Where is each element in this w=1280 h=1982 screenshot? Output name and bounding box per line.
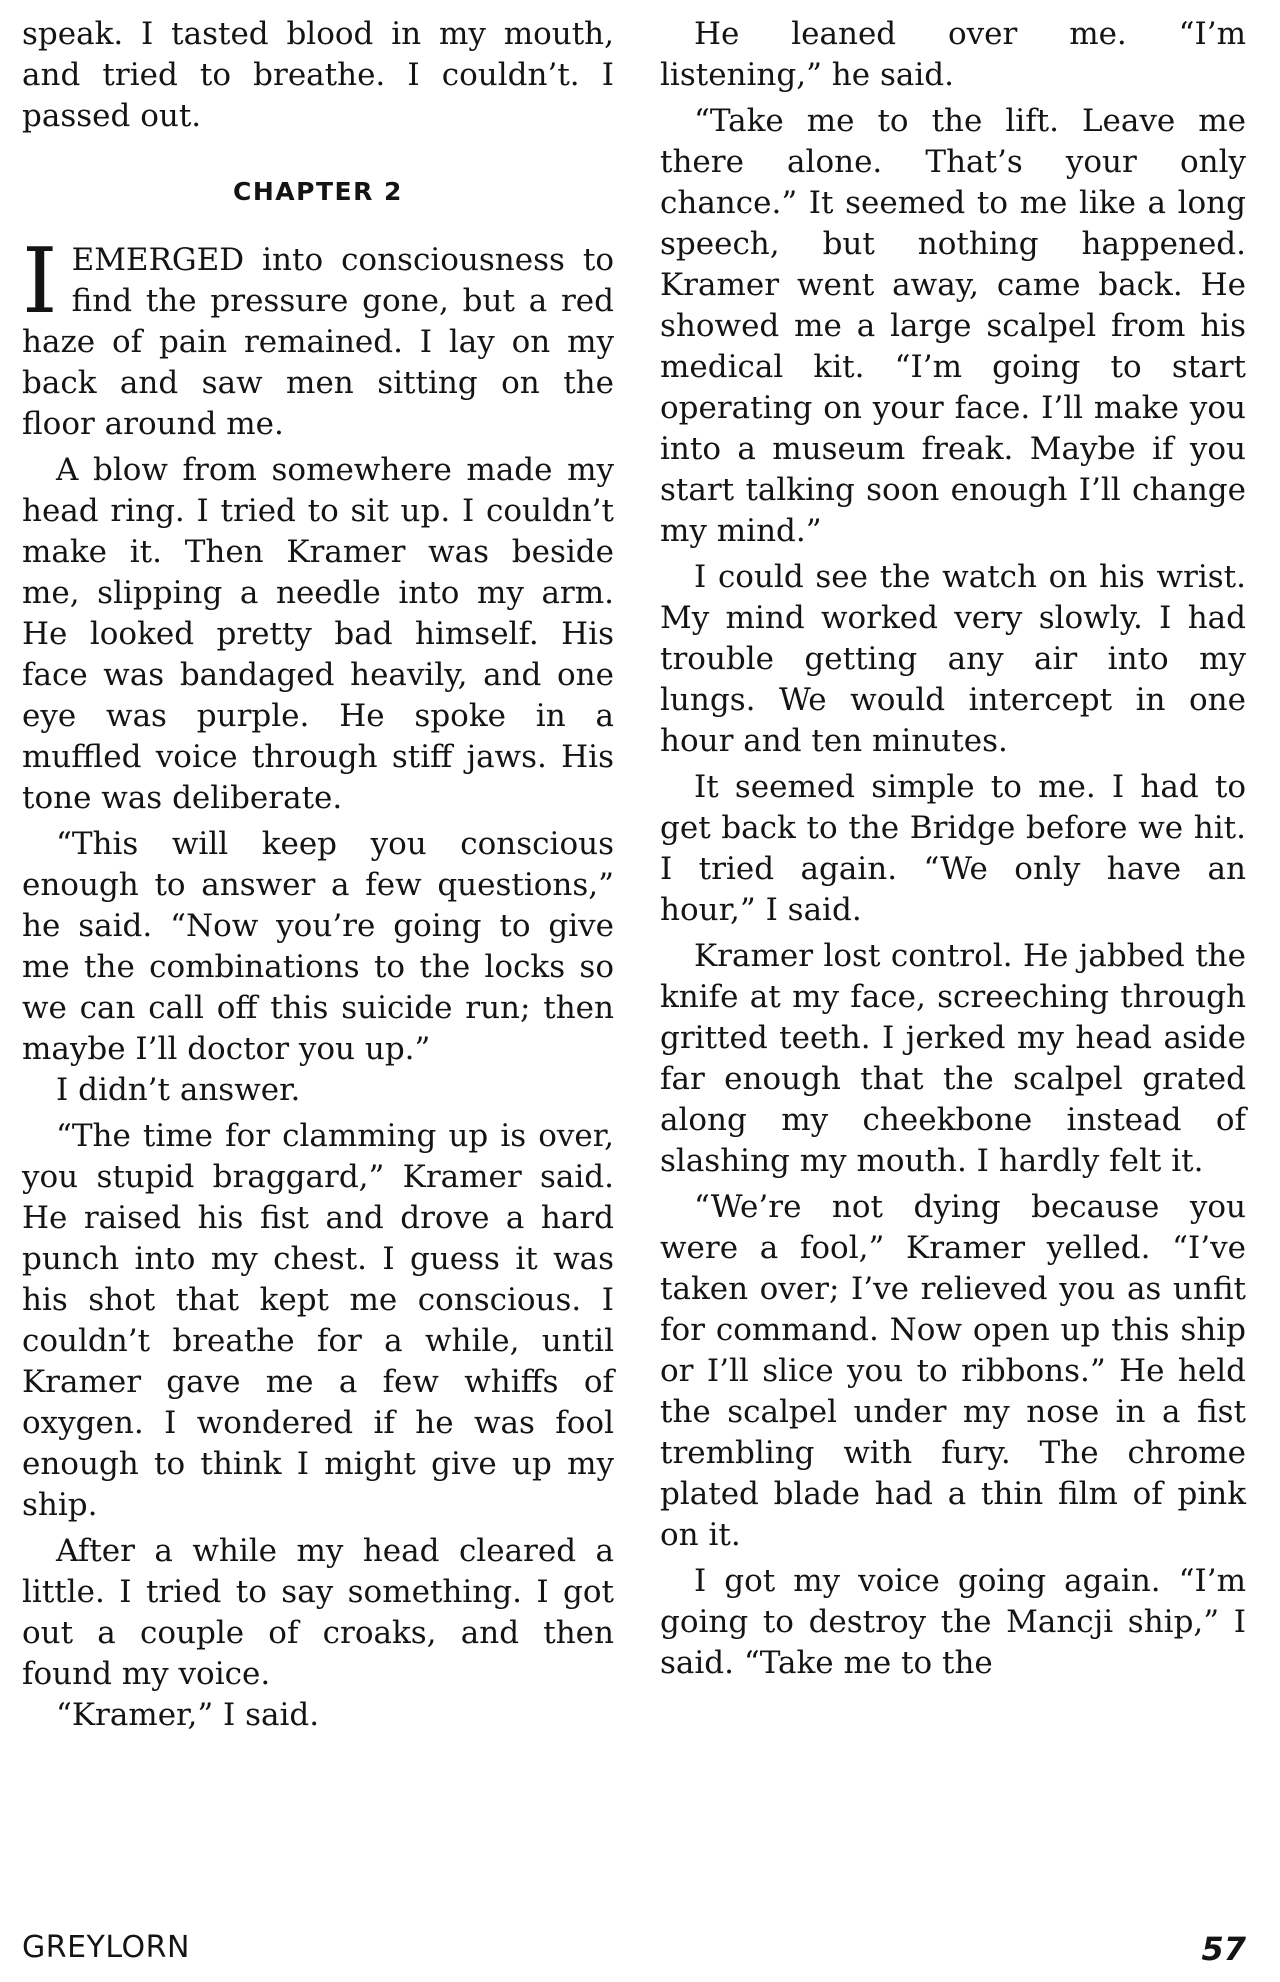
paragraph: “This will keep you conscious enough to answer a few questions,” he said. “Now you’re going to give me the combinations to the locks so we can call off this suicide run; then maybe I’ll doctor you up.” bbox=[22, 826, 614, 1067]
paragraph: I got my voice going again. “I’m going to destroy the Mancji ship,” I said. “Take me to the bbox=[660, 1563, 1246, 1681]
paragraph: A blow from somewhere made my head ring. I tried to sit up. I couldn’t make it. Then Kramer was beside me, slipping a needle into my arm. He looked pretty bad himself. His face was bandaged heavily, and one eye was purple. He spoke in a muffled voice through stiff jaws. His tone was deliberate. bbox=[22, 452, 614, 816]
paragraph-continued: speak. I tasted blood in my mouth, and tried to breathe. I couldn’t. I passed out. bbox=[22, 16, 614, 134]
paragraph: “Kramer,” I said. bbox=[56, 1697, 320, 1733]
running-title: GREYLORN bbox=[22, 1930, 190, 1965]
chapter-heading: CHAPTER 2 bbox=[233, 177, 403, 206]
paragraph: “The time for clamming up is over, you stupid braggard,” Kramer said. He raised his fist and drove a hard punch into my chest. I guess it was his shot that kept me conscious. I couldn’t breathe for a while, until Kramer gave me a few whiffs of oxygen. I wondered if he was fool enough to think I might give up my ship. bbox=[22, 1118, 614, 1523]
page-number: 57 bbox=[1201, 1930, 1246, 1968]
paragraph: He leaned over me. “I’m listening,” he said. bbox=[660, 16, 1246, 93]
paragraph: It seemed simple to me. I had to get back to the Bridge before we hit. I tried again. “We only have an hour,” I said. bbox=[660, 769, 1246, 928]
paragraph-opening bbox=[22, 229, 614, 445]
drop-cap: I bbox=[22, 229, 58, 334]
paragraph: I could see the watch on his wrist. My mind worked very slowly. I had trouble getting any air into my lungs. We would intercept in one hour and ten minutes. bbox=[660, 559, 1246, 759]
paragraph: “We’re not dying because you were a fool,” Kramer yelled. “I’ve taken over; I’ve relieved you as unfit for command. Now open up this ship or I’ll slice you to ribbons.” He held the scalpel under my nose in a fist trembling with fury. The chrome plated blade had a thin film of pink on it. bbox=[660, 1189, 1246, 1553]
paragraph: After a while my head cleared a little. I tried to say something. I got out a couple of croaks, and then found my voice. bbox=[22, 1533, 614, 1692]
paragraph: Kramer lost control. He jabbed the knife at my face, screeching through gritted teeth. I jerked my head aside far enough that the scalpel grated along my cheekbone instead of slashing my mouth. I hardly felt it. bbox=[660, 938, 1246, 1179]
right-column bbox=[660, 14, 1246, 1684]
page-footer bbox=[22, 1930, 1246, 1970]
paragraph: “Take me to the lift. Leave me there alone. That’s your only chance.” It seemed to me like a long speech, but nothing happened. Kramer went away, came back. He showed me a large scalpel from his medical kit. “I’m going to start operating on your face. I’ll make you into a museum freak. Maybe if you start talking soon enough I’ll change my mind.” bbox=[660, 103, 1246, 549]
paragraph: I didn’t answer. bbox=[56, 1072, 301, 1108]
opening-text: EMERGED into consciousness to find the pressure gone, but a red haze of pain remained. I lay on my back and saw men sitting on the floor around me. bbox=[22, 242, 614, 442]
left-column bbox=[22, 14, 614, 1736]
